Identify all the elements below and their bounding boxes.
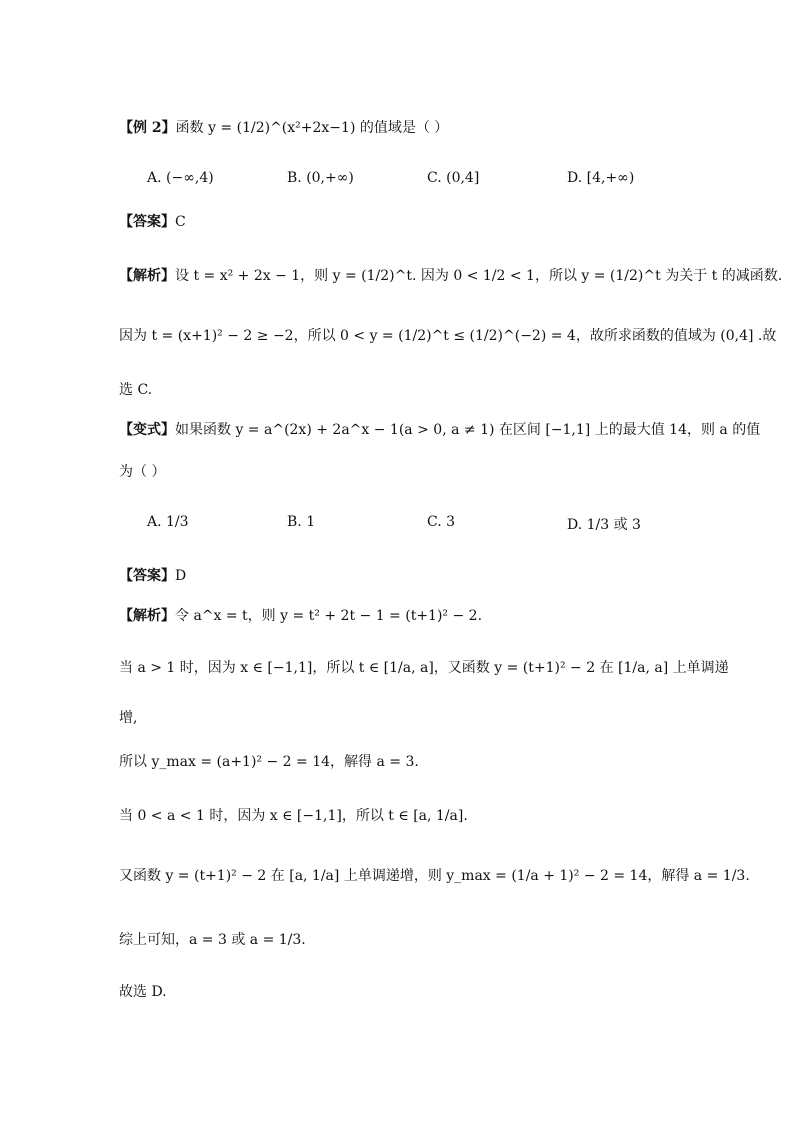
example-2-analysis-line-2: 因为 t = (x+1)² − 2 ≥ −2，所以 0 < y = (1/2)^t ≤ (1/2)^(−2) = 4，故所求函数的值域为 (0,4] .故 xyxy=(119,328,777,344)
section-label: 【变式】 xyxy=(119,422,175,438)
variant-option-a: A. 1/3 xyxy=(147,514,189,530)
variant-analysis-line-7: 综上可知，a = 3 或 a = 1/3. xyxy=(119,932,306,948)
variant-option-b: B. 1 xyxy=(287,514,316,530)
variant-analysis-line-4: 所以 y_max = (a+1)² − 2 = 14，解得 a = 3. xyxy=(119,754,419,770)
variant-analysis-line-3: 增, xyxy=(119,710,138,726)
variant-analysis-line-8: 故选 D. xyxy=(119,984,167,1000)
example-2-analysis-line-3: 选 C. xyxy=(119,382,153,398)
variant-option-c: C. 3 xyxy=(427,514,456,530)
example-2-answer: 【答案】C xyxy=(119,214,186,230)
section-label: 【答案】 xyxy=(119,568,175,584)
example-2-option-b: B. (0,+∞) xyxy=(287,170,354,186)
variant-answer: 【答案】D xyxy=(119,568,187,584)
variant-option-d: D. 1/3 或 3 xyxy=(567,517,641,533)
variant-analysis-line-1: 【解析】令 a^x = t，则 y = t² + 2t − 1 = (t+1)² − 2. xyxy=(119,608,483,624)
example-2-option-a: A. (−∞,4) xyxy=(147,170,214,186)
variant-analysis-line-6: 又函数 y = (t+1)² − 2 在 [a, 1/a] 上单调递增，则 y_max = (1/a + 1)² − 2 = 14，解得 a = 1/3. xyxy=(119,868,750,884)
section-label: 【例 2】 xyxy=(119,120,176,136)
variant-question-line-1: 【变式】如果函数 y = a^(2x) + 2a^x − 1(a > 0, a ≠ 1) 在区间 [−1,1] 上的最大值 14，则 a 的值 xyxy=(119,422,761,438)
section-label: 【答案】 xyxy=(119,214,175,230)
variant-question-line-2: 为（ ） xyxy=(119,464,166,480)
example-2-question: 【例 2】函数 y = (1/2)^(x²+2x−1) 的值域是（ ） xyxy=(119,120,449,136)
section-label: 【解析】 xyxy=(119,608,175,624)
variant-analysis-line-2: 当 a > 1 时，因为 x ∈ [−1,1]，所以 t ∈ [1/a, a]，又函数 y = (t+1)² − 2 在 [1/a, a] 上单调递 xyxy=(119,660,729,676)
section-label: 【解析】 xyxy=(119,268,175,284)
variant-analysis-line-5: 当 0 < a < 1 时，因为 x ∈ [−1,1]，所以 t ∈ [a, 1/a]. xyxy=(119,808,468,824)
example-2-option-c: C. (0,4] xyxy=(427,170,480,186)
example-2-analysis-line-1: 【解析】设 t = x² + 2x − 1，则 y = (1/2)^t. 因为 0 < 1/2 < 1，所以 y = (1/2)^t 为关于 t 的减函数. xyxy=(119,268,783,284)
example-2-option-d: D. [4,+∞) xyxy=(567,170,635,186)
